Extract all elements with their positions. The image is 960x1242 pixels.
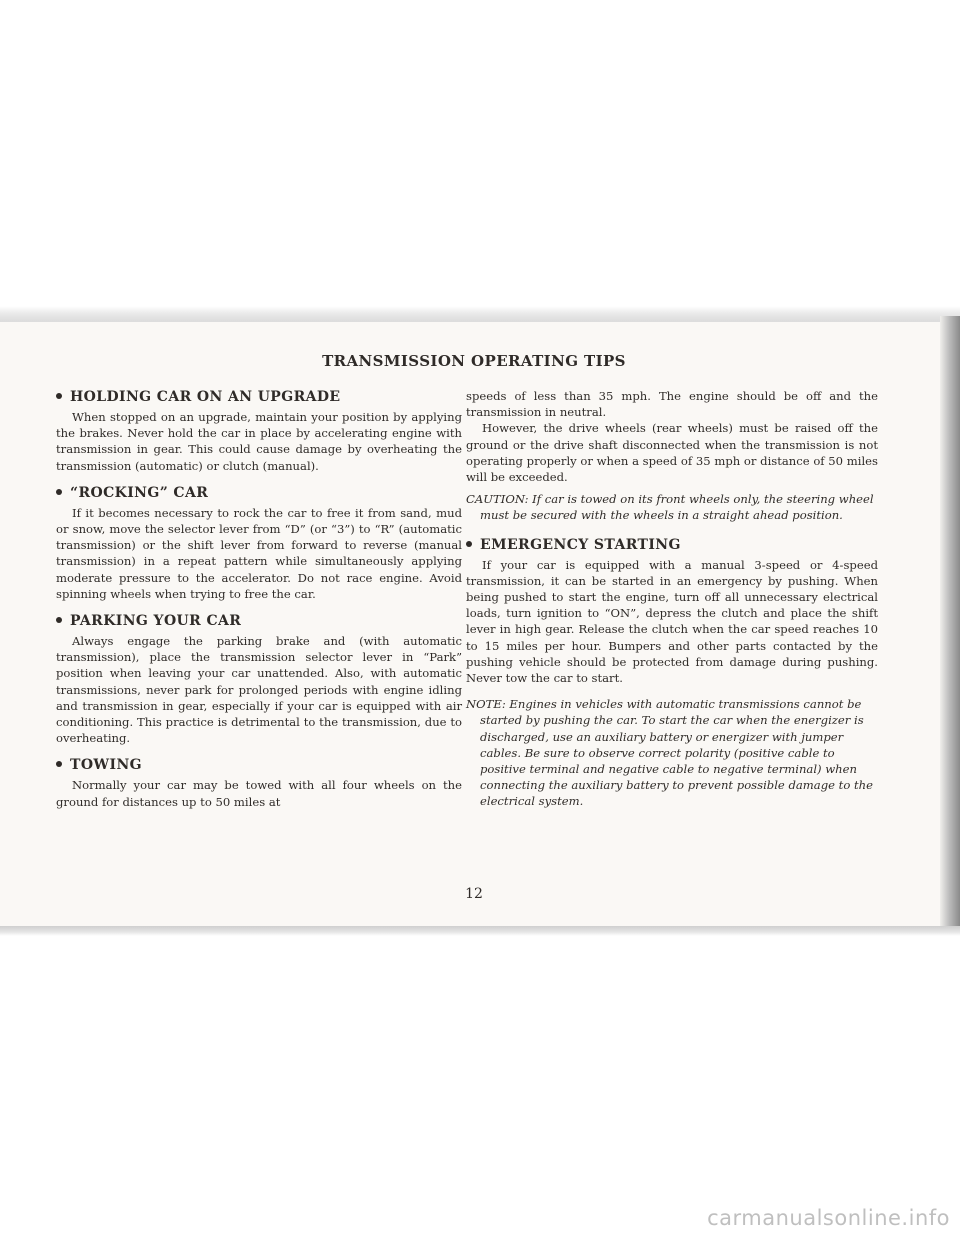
watermark-text: carmanualsonline.info bbox=[707, 1206, 950, 1230]
section-heading bbox=[56, 484, 462, 502]
bullet-icon bbox=[466, 541, 472, 547]
section-holding-car bbox=[56, 388, 462, 474]
section-paragraph: If it becomes necessary to rock the car to free it from sand, mud or snow, move the selector lever from “D” (or “3”) to “R” (automatic transmission) or the shift lever from forward to reverse (manual transmission) in a repeat pattern while simultaneously applying moderate pressure to the accelerator. Do not race engine. Avoid spinning wheels when trying to free the car. bbox=[56, 505, 462, 601]
heading-text: EMERGENCY STARTING bbox=[480, 536, 681, 553]
section-parking bbox=[56, 612, 462, 746]
section-heading bbox=[466, 536, 878, 554]
section-towing bbox=[56, 756, 462, 809]
bullet-icon bbox=[56, 393, 62, 399]
right-column bbox=[466, 388, 878, 822]
bullet-icon bbox=[56, 617, 62, 623]
section-paragraph: Always engage the parking brake and (with automatic transmission), place the transmission selector lever in “Park” position when leaving your car unattended. Also, with automatic transmissions, never park for prolonged periods with engine idling and transmission in gear, especially if your car is equipped with air conditioning. This practice is detrimental to the transmission, due to overheating. bbox=[56, 634, 462, 746]
section-heading bbox=[56, 756, 462, 774]
left-column bbox=[56, 388, 462, 820]
towing-continued-paragraph: speeds of less than 35 mph. The engine should be off and the transmission in neutral. bbox=[466, 389, 878, 420]
section-paragraph: If your car is equipped with a manual 3-speed or 4-speed transmission, it can be started in an emergency by pushing. When being pushed to start the engine, turn off all unnecessary electrical loads, turn ignition to “ON”, depress the clutch and place the shift lever in high gear. Release the clutch when the car speed reaches 10 to 15 miles per hour. Bumpers and other parts contacted by the pushing vehicle should be protected from damage during pushing. Never tow the car to start. bbox=[466, 557, 878, 686]
page-binding-edge bbox=[940, 316, 960, 932]
page-title: TRANSMISSION OPERATING TIPS bbox=[322, 352, 626, 370]
heading-text: “ROCKING” CAR bbox=[70, 484, 209, 501]
caution-note: CAUTION: If car is towed on its front wheels only, the steering wheel must be secured with the wheels in a straight ahead position. bbox=[466, 492, 874, 523]
heading-text: TOWING bbox=[70, 757, 143, 774]
heading-text: PARKING YOUR CAR bbox=[70, 613, 242, 630]
section-heading bbox=[56, 388, 462, 406]
scan-shadow-bottom bbox=[0, 926, 960, 936]
section-emergency-starting bbox=[466, 536, 878, 687]
section-rocking-car bbox=[56, 484, 462, 602]
page-number: 12 bbox=[465, 886, 483, 902]
bullet-icon bbox=[56, 489, 62, 495]
bullet-icon bbox=[56, 761, 62, 767]
automatic-transmission-note: NOTE: Engines in vehicles with automatic transmissions cannot be started by pushing the car. To start the car when the energizer is discharged, use an auxiliary battery or energizer with jumper cables. Be sure to observe correct polarity (positive cable to positive terminal and negative cable to negative terminal) when connecting the auxiliary battery to prevent possible damage to the electrical system. bbox=[466, 697, 873, 809]
section-heading bbox=[56, 612, 462, 630]
towing-paragraph-2: However, the drive wheels (rear wheels) must be raised off the ground or the drive shaft disconnected when the transmission is not operating properly or when a speed of 35 mph or distance of 50 miles will be exceeded. bbox=[466, 421, 878, 485]
section-paragraph: Normally your car may be towed with all four wheels on the ground for distances up to 50 miles at bbox=[56, 778, 462, 809]
section-paragraph: When stopped on an upgrade, maintain your position by applying the brakes. Never hold the car in place by accelerating engine with transmission in gear. This could cause damage by overheating the transmission (automatic) or clutch (manual). bbox=[56, 410, 462, 473]
heading-text: HOLDING CAR ON AN UPGRADE bbox=[70, 389, 341, 405]
